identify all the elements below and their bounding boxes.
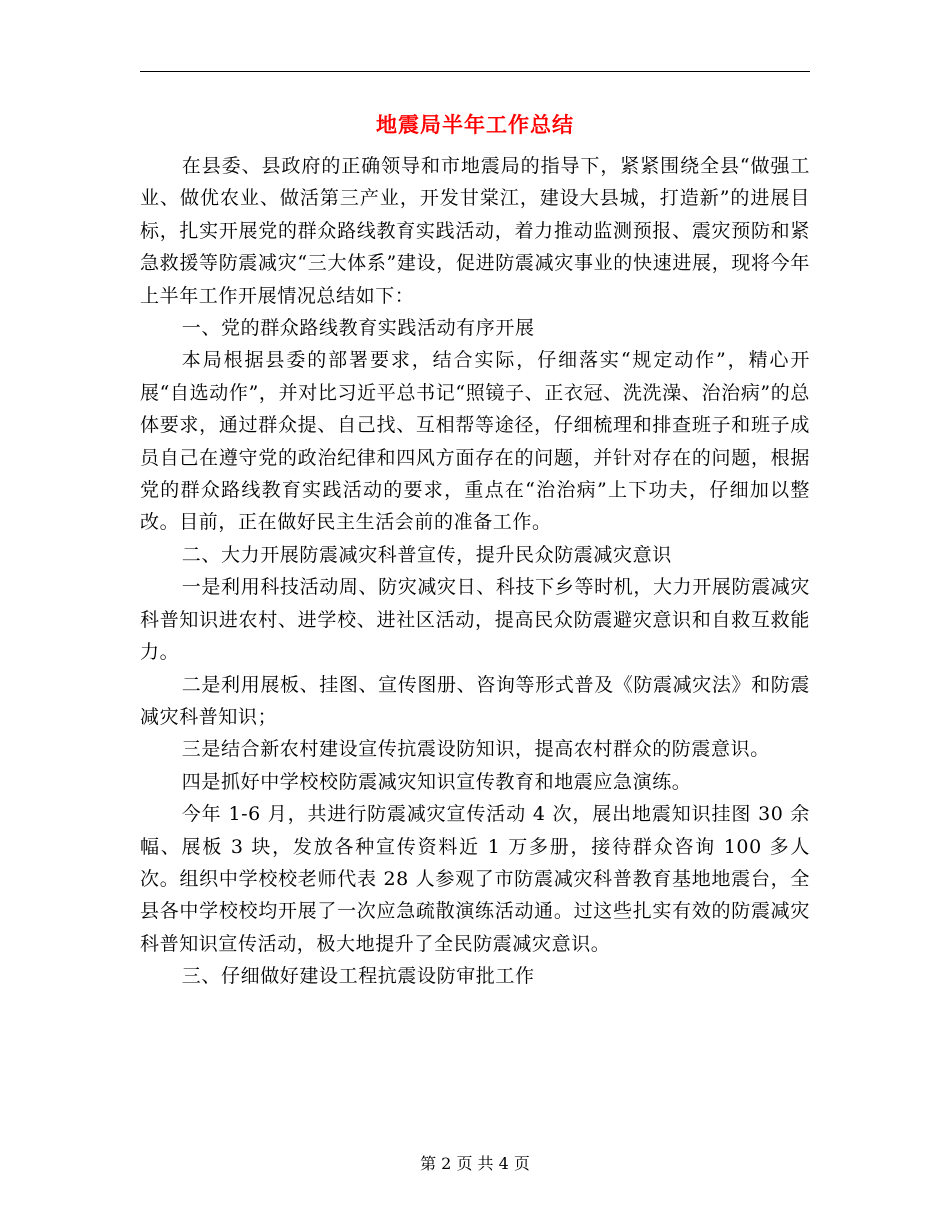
document-title: 地震局半年工作总结	[376, 112, 574, 137]
section-2-item-3: 三是结合新农村建设宣传抗震设防知识，提高农村群众的防震意识。	[181, 738, 770, 761]
section-1-paragraph: 本局根据县委的部署要求，结合实际，仔细落实“规定动作”，精心开展“自选动作”，并对比习近平总书记“照镜子、正衣冠、洗洗澡、治治病”的总体要求，通过群众提、自己找、互相帮等途径，仔细梳理和排查班子和班子成员自己在遵守党的政治纪律和四风方面存在的问题，并针对存在的问题，根据党的群众路线教育实践活动的要求，重点在“治治病”上下功夫，仔细加以整改。目前，正在做好民主生活会前的准备工作。	[140, 349, 810, 534]
page-number-label: 第 2 页 共 4 页	[420, 1154, 530, 1173]
section-2-item-1: 一是利用科技活动周、防灾减灾日、科技下乡等时机，大力开展防震减灾科普知识进农村、进学校、进社区活动，提高民众防震避灾意识和自救互救能力。	[140, 576, 810, 664]
section-heading-2: 二、大力开展防震减灾科普宣传，提升民众防震减灾意识	[181, 543, 672, 566]
section-heading-1: 一、党的群众路线教育实践活动有序开展	[181, 317, 535, 340]
document-body	[140, 150, 810, 993]
intro-paragraph: 在县委、县政府的正确领导和市地震局的指导下，紧紧围绕全县“做强工业、做优农业、做活第三产业，开发甘棠江，建设大县城，打造新”的进展目标，扎实开展党的群众路线教育实践活动，着力推动监测预报、震灾预防和紧急救援等防震减灾“三大体系”建设，促进防震减灾事业的快速进展，现将今年上半年工作开展情况总结如下：	[140, 155, 810, 307]
section-heading-3: 三、仔细做好建设工程抗震设防审批工作	[181, 965, 535, 988]
section-2-item-4: 四是抓好中学校校防震减灾知识宣传教育和地震应急演练。	[181, 770, 692, 793]
header-rule	[140, 71, 810, 72]
page-footer	[0, 1152, 950, 1176]
section-2-summary: 今年 1-6 月，共进行防震减灾宣传活动 4 次，展出地震知识挂图 30 余幅、展板 3 块，发放各种宣传资料近 1 万多册，接待群众咨询 100 多人次。组织中学校校老师代表 28 人参观了市防震减灾科普教育基地地震台，全县各中学校校均开展了一次应急疏散演练活动通。过这些扎实有效的防震减灾科普知识宣传活动，极大地提升了全民防震减灾意识。	[140, 803, 810, 955]
section-2-item-2: 二是利用展板、挂图、宣传图册、咨询等形式普及《防震减灾法》和防震减灾科普知识；	[140, 673, 810, 728]
